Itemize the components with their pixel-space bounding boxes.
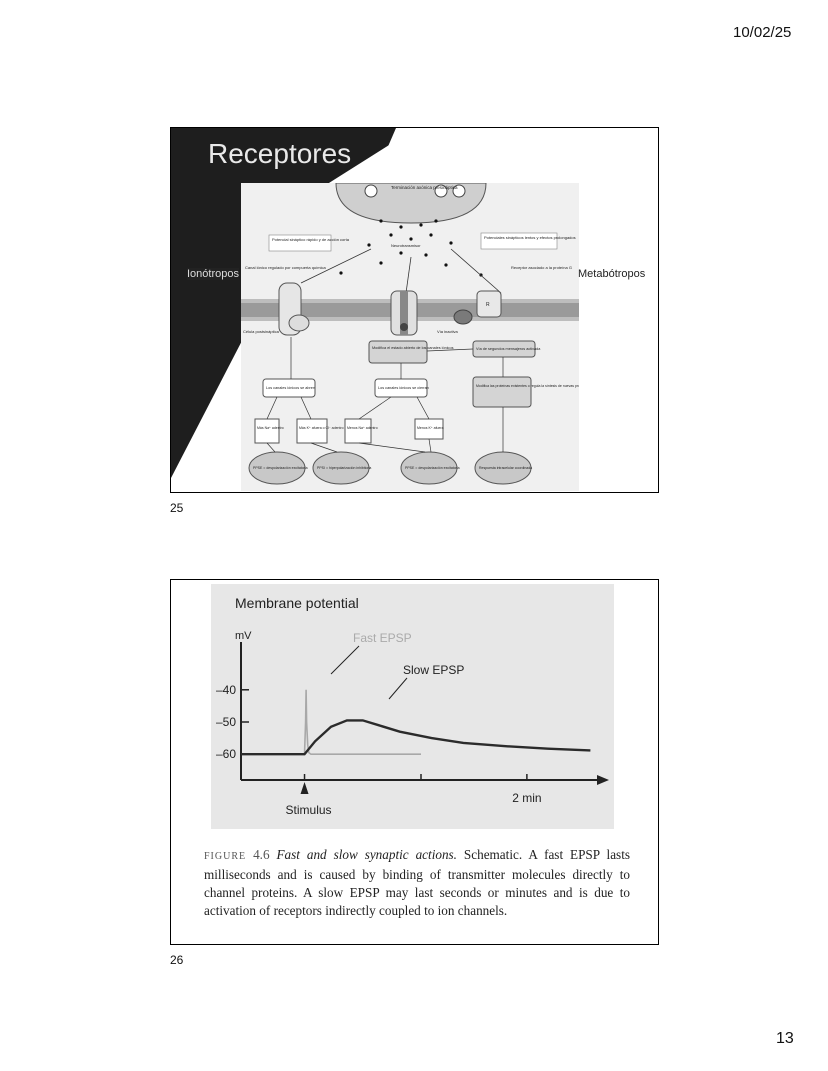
- caption-title: Fast and slow synaptic actions.: [276, 847, 457, 862]
- label-ionotropos: Ionótropos: [187, 268, 239, 280]
- slide-25: [170, 127, 659, 493]
- ion-channel-label: Canal iónico regulado por compuerta química: [245, 265, 326, 270]
- terminal-label: Terminación axónica presináptica: [391, 185, 458, 190]
- inactive-label: Vía inactiva: [437, 329, 458, 334]
- series-line-fast-epsp: [241, 690, 421, 754]
- y-axis-unit: mV: [235, 630, 252, 642]
- slide-number-26: 26: [170, 953, 184, 967]
- less-na-box: Menos Na⁺ adentro: [347, 426, 378, 430]
- x-axis-arrow-icon: [597, 775, 609, 785]
- channels-close-box: Los canales iónicos se cierran: [378, 386, 429, 390]
- slide-title: Receptores: [208, 138, 352, 169]
- slow-epsp-label: Slow EPSP: [403, 663, 465, 677]
- fast-epsp-label: Fast EPSP: [353, 631, 412, 645]
- y-tick-label: –60: [215, 747, 236, 762]
- receptor-letter: R: [486, 302, 490, 308]
- synapse-diagram: [241, 183, 579, 491]
- y-tick-label: –50: [215, 715, 236, 729]
- figure-caption: [204, 846, 630, 920]
- response-oval: Respuesta intracelular coordinada: [479, 466, 533, 470]
- modifies-state-box: Modifica el estado abierto de los canales iónicos: [372, 346, 454, 350]
- label-metabotropos: Metabótropos: [578, 268, 646, 280]
- ppse-oval: PPSE = despolarización excitatoria: [253, 466, 308, 470]
- caption-text: Schematic. A fast EPSP lasts milliseconds and is caused by binding of transmitter molecules directly to channel proteins. A slow EPSP may last seconds or minutes and is due to activation of receptors indirectly coupled to ion channels.: [204, 847, 630, 918]
- neurotransmitter-dots: [339, 219, 482, 276]
- caption-figure-word: FIGURE: [204, 851, 247, 862]
- gate-icon: [400, 323, 408, 331]
- more-na-box: Más Na⁺ adentro: [257, 426, 284, 430]
- neurotransmitter-label: Neurotransmisor: [391, 243, 421, 248]
- second-messenger-box: Vía de segundos mensajeros activada: [476, 347, 541, 351]
- stimulus-label: Stimulus: [285, 803, 332, 817]
- epsp-chart: [211, 584, 614, 829]
- slide-number-25: 25: [170, 501, 184, 515]
- vesicle-icon: [365, 185, 377, 197]
- ppse-oval-2: PPSE = despolarización excitatoria: [405, 466, 460, 470]
- chart-ticks: [216, 683, 542, 805]
- page-date: 10/02/25: [733, 24, 792, 41]
- caption-figure-number: 4.6: [253, 847, 270, 862]
- slow-potential-label: Potenciales sinápticos lentos y efectos prolongados: [484, 235, 576, 240]
- ppsi-oval: PPSI = hiperpolarización inhibitoria: [317, 466, 372, 470]
- stimulus-arrow-icon: [301, 782, 309, 794]
- fast-epsp-pointer: [331, 646, 359, 674]
- more-k-box: Más K⁺ afuera o Cl⁻ adentro: [299, 426, 344, 430]
- slide-26: [170, 579, 659, 945]
- modifies-proteins-box: Modifica las proteínas existentes o regula la síntesis de nuevas proteínas: [476, 384, 579, 388]
- receptor-g-label: Receptor asociado a la proteína G: [511, 265, 572, 270]
- series-line-slow-epsp: [241, 720, 590, 754]
- slow-epsp-pointer: [389, 678, 407, 699]
- page-number: 13: [776, 1030, 794, 1047]
- fast-potential-label: Potencial sináptico rápido y de acción corta: [272, 237, 349, 242]
- chart-lines: [241, 690, 590, 754]
- less-k-box: Menos K⁺ afuera: [417, 426, 444, 430]
- postsynaptic-label: Célula postsináptica: [243, 329, 279, 334]
- x-tick-label: 2 min: [512, 791, 542, 805]
- channels-open-box: Los canales iónicos se abren: [266, 386, 315, 390]
- y-tick-label: –40: [215, 682, 236, 697]
- y-axis-label: Membrane potential: [235, 595, 359, 611]
